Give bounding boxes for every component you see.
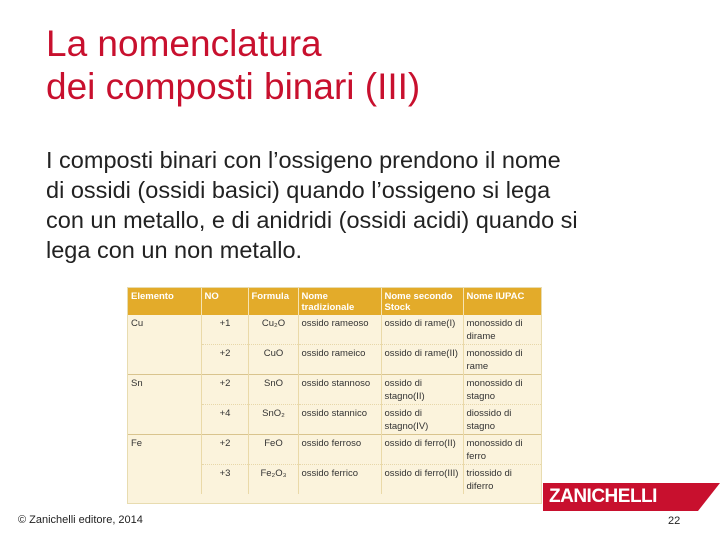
cell-iupac: triossido di diferro xyxy=(463,465,541,495)
cell-stock: ossido di stagno(IV) xyxy=(381,405,463,435)
cell-formula: Fe₂O₃ xyxy=(248,465,298,495)
copyright-notice: © Zanichelli editore, 2014 xyxy=(18,514,143,526)
cell-tradizionale: ossido rameoso xyxy=(298,315,381,345)
cell-no: +4 xyxy=(201,405,248,435)
zanichelli-logo: ZANICHELLI xyxy=(543,483,720,511)
cell-elemento: Cu xyxy=(128,315,201,345)
cell-tradizionale: ossido rameico xyxy=(298,345,381,375)
cell-tradizionale: ossido stannico xyxy=(298,405,381,435)
page-number: 22 xyxy=(668,515,681,527)
table-row xyxy=(128,465,541,495)
cell-iupac: monossido di dirame xyxy=(466,318,523,342)
cell-formula: CuO xyxy=(248,345,298,375)
slide-body-text xyxy=(46,145,696,265)
cell-tradizionale: ossido stannoso xyxy=(298,375,381,405)
header-elemento: Elemento xyxy=(128,288,201,315)
cell-formula: SnO₂ xyxy=(248,405,298,435)
cell-elemento: Fe xyxy=(128,435,201,465)
cell-elemento xyxy=(128,345,201,375)
cell-tradizionale: ossido ferroso xyxy=(298,435,381,465)
cell-elemento: Sn xyxy=(128,375,201,405)
cell-no: +2 xyxy=(201,345,248,375)
header-nome-iupac: Nome IUPAC xyxy=(463,288,541,315)
cell-elemento xyxy=(128,465,201,495)
cell-tradizionale: ossido ferrico xyxy=(298,465,381,495)
header-formula: Formula xyxy=(248,288,298,315)
slide-title xyxy=(46,22,686,108)
cell-no: +2 xyxy=(201,375,248,405)
cell-stock: ossido di ferro(II) xyxy=(381,435,463,465)
cell-elemento xyxy=(128,405,201,435)
slide-title-line-2: dei composti binari (III) xyxy=(46,66,421,107)
cell-iupac: monossido di rame xyxy=(463,345,541,375)
table-row xyxy=(128,405,541,435)
table-header-row xyxy=(128,288,541,315)
slide-title-line-1: La nomenclatura xyxy=(46,23,322,64)
body-line-3: con un metallo, e di anidridi (ossidi acidi) quando si xyxy=(46,207,578,233)
body-line-1: I composti binari con l’ossigeno prendono il nome xyxy=(46,147,561,173)
body-line-4: lega con un non metallo. xyxy=(46,237,303,263)
cell-stock: ossido di ferro(III) xyxy=(381,465,463,495)
oxide-table xyxy=(128,288,541,494)
cell-formula: Cu₂O xyxy=(248,315,298,345)
header-nome-stock: Nome secondo Stock xyxy=(381,288,463,315)
cell-stock: ossido di rame(II) xyxy=(381,345,463,375)
table-row xyxy=(128,315,541,345)
cell-stock: ossido di rame(I) xyxy=(381,315,463,345)
cell-no: +1 xyxy=(201,315,248,345)
cell-iupac: monossido di stagno xyxy=(463,375,541,405)
cell-no: +2 xyxy=(201,435,248,465)
header-nome-tradizionale: Nome tradizionale xyxy=(298,288,381,315)
cell-iupac: diossido di stagno xyxy=(463,405,541,435)
cell-stock: ossido di stagno(II) xyxy=(381,375,463,405)
table-row xyxy=(128,375,541,405)
table-row xyxy=(128,435,541,465)
header-no: NO xyxy=(201,288,248,315)
body-line-2: di ossidi (ossidi basici) quando l’ossigeno si lega xyxy=(46,177,551,203)
cell-iupac: monossido di ferro xyxy=(463,435,541,465)
cell-formula: FeO xyxy=(248,435,298,465)
table-row xyxy=(128,345,541,375)
cell-formula: SnO xyxy=(248,375,298,405)
oxide-nomenclature-table xyxy=(127,287,542,504)
cell-no: +3 xyxy=(201,465,248,495)
